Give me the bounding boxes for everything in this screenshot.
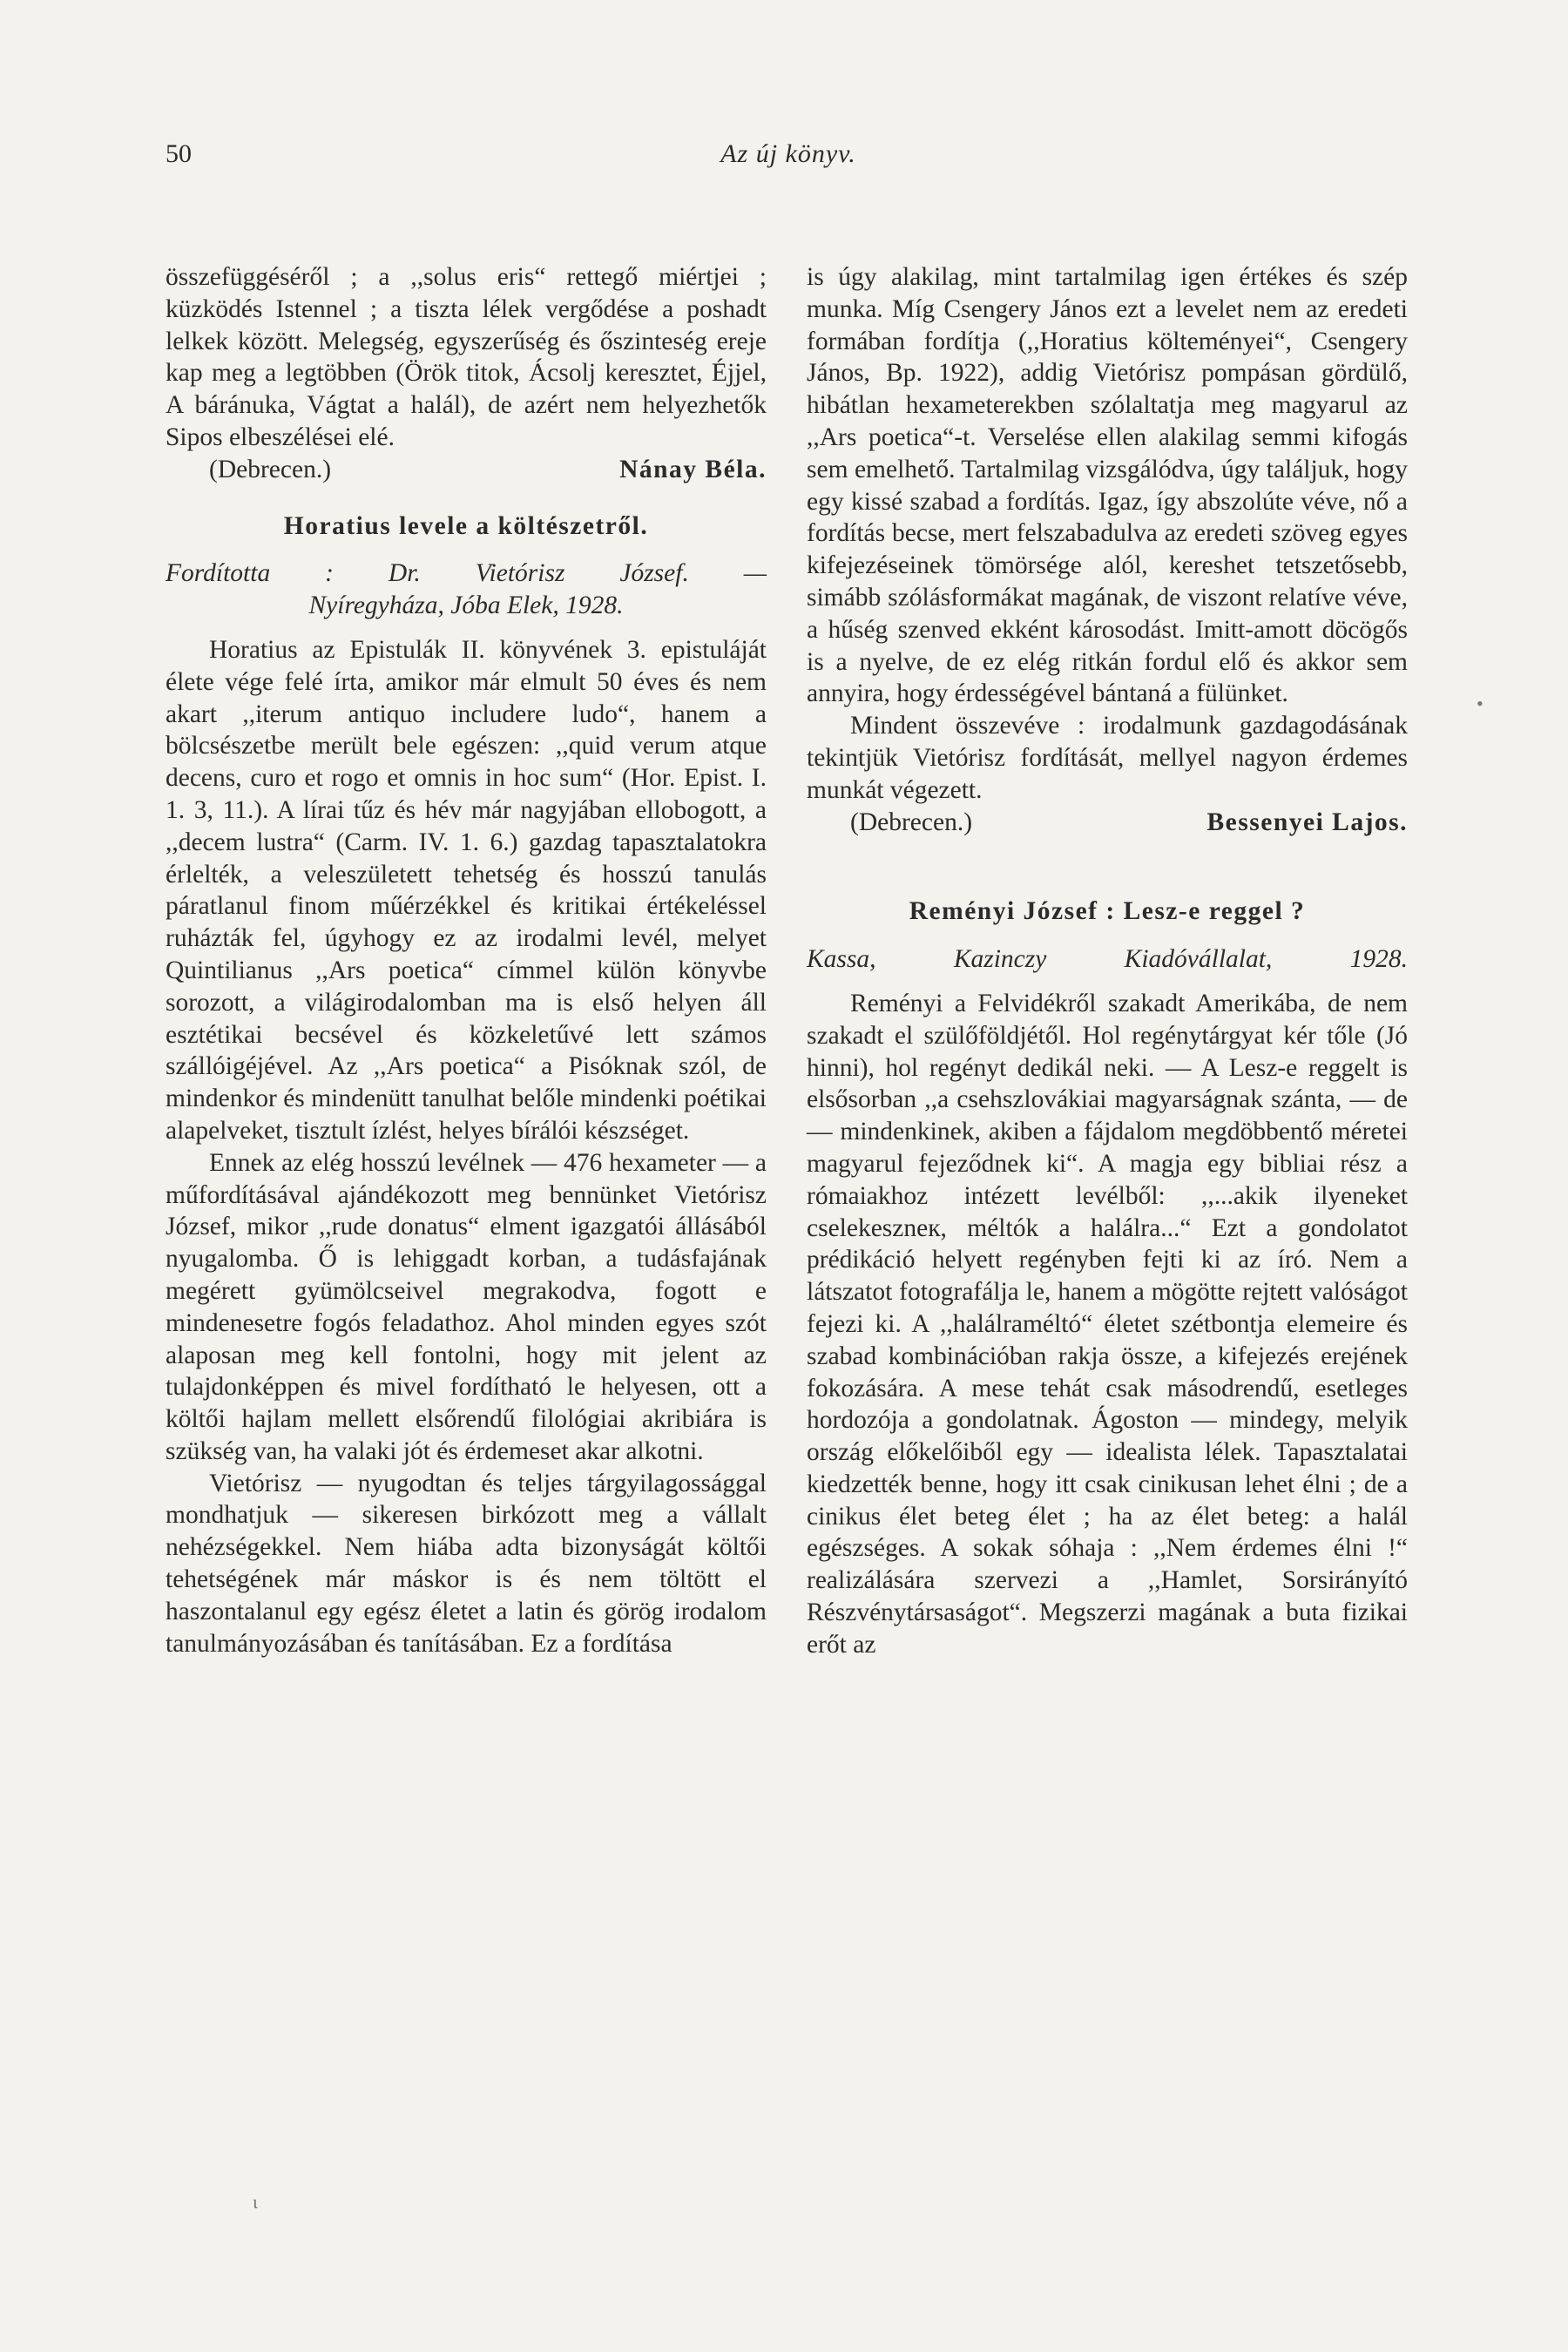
publication-line-1: Fordította : Dr. Vietórisz József. —: [166, 559, 767, 588]
review3-heading: Reményi József : Lesz-e reggel ?: [909, 897, 1306, 926]
review2-heading: Horatius levele a költészetről.: [283, 511, 649, 540]
signature-author: Nánay Béla.: [619, 455, 767, 483]
publication-line-2: Nyíregyháza, Jóba Elek, 1928.: [308, 591, 624, 620]
review2-signature: [807, 807, 1408, 839]
journal-title: Az új könyv.: [720, 139, 856, 168]
section-spacer: [807, 838, 1408, 871]
publication-line-1: Kassa, Kazinczy Kiadóvállalat, 1928.: [807, 945, 1408, 974]
signature-place: (Debrecen.): [850, 808, 973, 836]
review2-publication: [166, 558, 767, 622]
review2-paragraph: Vietórisz — nyugodtan és teljes tárgyilagossággal mondhatjuk — sikeresen birkózott meg a vállalt nehézségekkel. Nem hiába adta bizonyságát költői tehetségének már máskor is és nem töltött el haszontalanul egy egész életet a latin és görög irodalom tanulmányozásában és tanításában. Ez a fordítása: [166, 1469, 767, 1658]
running-head: [166, 139, 1411, 174]
signature-place: (Debrecen.): [209, 455, 332, 483]
review2-paragraph: Ennek az elég hosszú levélnek — 476 hexameter — a műfordításával ajándékozott meg bennünket Vietórisz József, mikor ,,rude donatus“ elment igazgatói állásából nyugalomba. Ő is lehiggadt korban, a tudásfajának megérett gyümölcseivel megrakodva, fogott e mindenesetre fogós feladathoz. Ahol minden egyes szót alaposan meg kell fontolni, hogy mit jelent az tulajdonképpen és mivel fordítható le helyesen, ott a költői hajlam mellett elsőrendű filológiai akribiára is szükség van, ha valaki jót és érdemeset akar alkotni.: [166, 1148, 767, 1465]
left-column: [166, 261, 767, 1659]
signature-author: Bessenyei Lajos.: [1206, 808, 1408, 836]
review1-closing-paragraph: összefüggéséről ; a ,,solus eris“ rettegő miértjei ; küzködés Istennel ; a tiszta lélek vergődése a poshadt lelkek között. Melegség, egyszerűség és őszinteség ereje kap meg a legtöbben (Örök titok, Ácsolj keresztet, Éjjel, A báránuka, Vágtat a halál), de azért nem helyezhetők Sipos elbeszélései elé.: [166, 263, 767, 451]
review1-signature: [166, 454, 767, 486]
review2-paragraph: Horatius az Epistulák II. könyvének 3. epistuláját élete vége felé írta, amikor már elmult 50 éves és nem akart ,,iterum antiquo includere ludo“, hanem a bölcsészetbe merült bele egészen: ,,quid verum atque decens, curo et rogo et omnis in hoc sum“ (Hor. Epist. I. 1. 3, 11.). A lírai tűz és hév már nagyjában ellobogott, a ,,decem lustra“ (Carm. IV. 1. 6.) gazdag tapasztalatokra érlelték, a veleszületett tehetség és hosszú tanulás páratlanul finom műérzékkel és kritikai értékeléssel ruházták fel, úgyhogy ez az irodalmi levél, melyet Quintilianus ,,Ars poetica“ címmel külön könyvbe sorozott, a világirodalomban ma is első helyen áll esztétikai becsével és közkeletűvé lett számos szállóigéjével. Az ,,Ars poetica“ a Pisóknak szól, de mindenkor és mindenütt tanulhat belőle mindenki poétikai alapelveket, tisztult ízlést, helyes bírálói készséget.: [166, 635, 767, 1145]
margin-dot: •: [1477, 693, 1484, 714]
review3-publication: [807, 943, 1408, 976]
right-column: [807, 261, 1408, 1661]
review3-paragraph: Reményi a Felvidékről szakadt Amerikába, de nem szakadt el szülőföldjétől. Hol regénytárgyat kér tőle (Jó hinni), hol regényt dedikál neki. — A Lesz-e reggelt is elsősorban ,,a csehszlovákiai magyarságnak szánta, — de — mindenkinek, akiben a fájdalom megdöbbentő méretei magyarul fejeződnek ki“. A magja egy bibliai rész a rómaiakhoz intézett levélből: ,,...akik ilyeneket cselekeszneк, méltók a halálra...“ Ezt a gondolatot prédikáció helyett regényben fejti ki az író. Nem a látszatot fotografálja le, hanem a mögötte rejtett valóságot fejezi ki. A ,,halálraméltó“ életet szétbontja elemeire és szabad kombinációban rakja össze, a kifejezés erejének fokozására. A mese tehát csak másodrendű, esetleges hordozója a gondolatnak. Ágoston — mindegy, melyik ország előkelőiből egy — idealista lélek. Tapasztalatai kiedzették benne, hogy itt csak cinikusan lehet élni ; de a cinikus élet beteg élet ; ha az élet beteg: a halál egészséges. A sokak sóhaja : ,,Nem érdemes élni !“ realizálására szervezi a ,,Hamlet, Sorsirányító Részvénytársaságot“. Megszerzi magának a buta fizikai erőt az: [807, 989, 1408, 1659]
review2-continued-paragraph: Mindent összevéve : irodalmunk gazdagodásának tekintjük Vietórisz fordítását, mellyel nagyon érdemes munkát végezett.: [807, 712, 1408, 804]
margin-tick: ι: [253, 2191, 258, 2213]
review2-continued-paragraph: is úgy alakilag, mint tartalmilag igen értékes és szép munka. Míg Csengery János ezt a levelet nem az eredeti formában fordítja (,,Horatius költeményei“, Csengery János, Bp. 1922), addig Vietórisz pompásan gördülő, hibátlan hexameterekben szólaltatja meg magyarul az ,,Ars poetica“-t. Verselése ellen alakilag semmi kifogás sem emelhető. Tartalmilag vizsgálódva, úgy találjuk, hogy egy kissé szabad a fordítás. Igaz, így abszolúte véve, nő a fordítás becse, mert felszabadulva az eredeti szöveg egyes kifejezéseinek tömörsége alól, kereshet tetszetősebb, simább szólásformákat magának, de viszont relatíve véve, a hűség szenved ekként károsodást. Imitt-amott döcögős is a nyelve, de ez elég ritkán fordul elő és akkor sem annyira, hogy érdességével bántaná a fülünket.: [807, 263, 1408, 708]
page-number: 50: [166, 139, 192, 168]
